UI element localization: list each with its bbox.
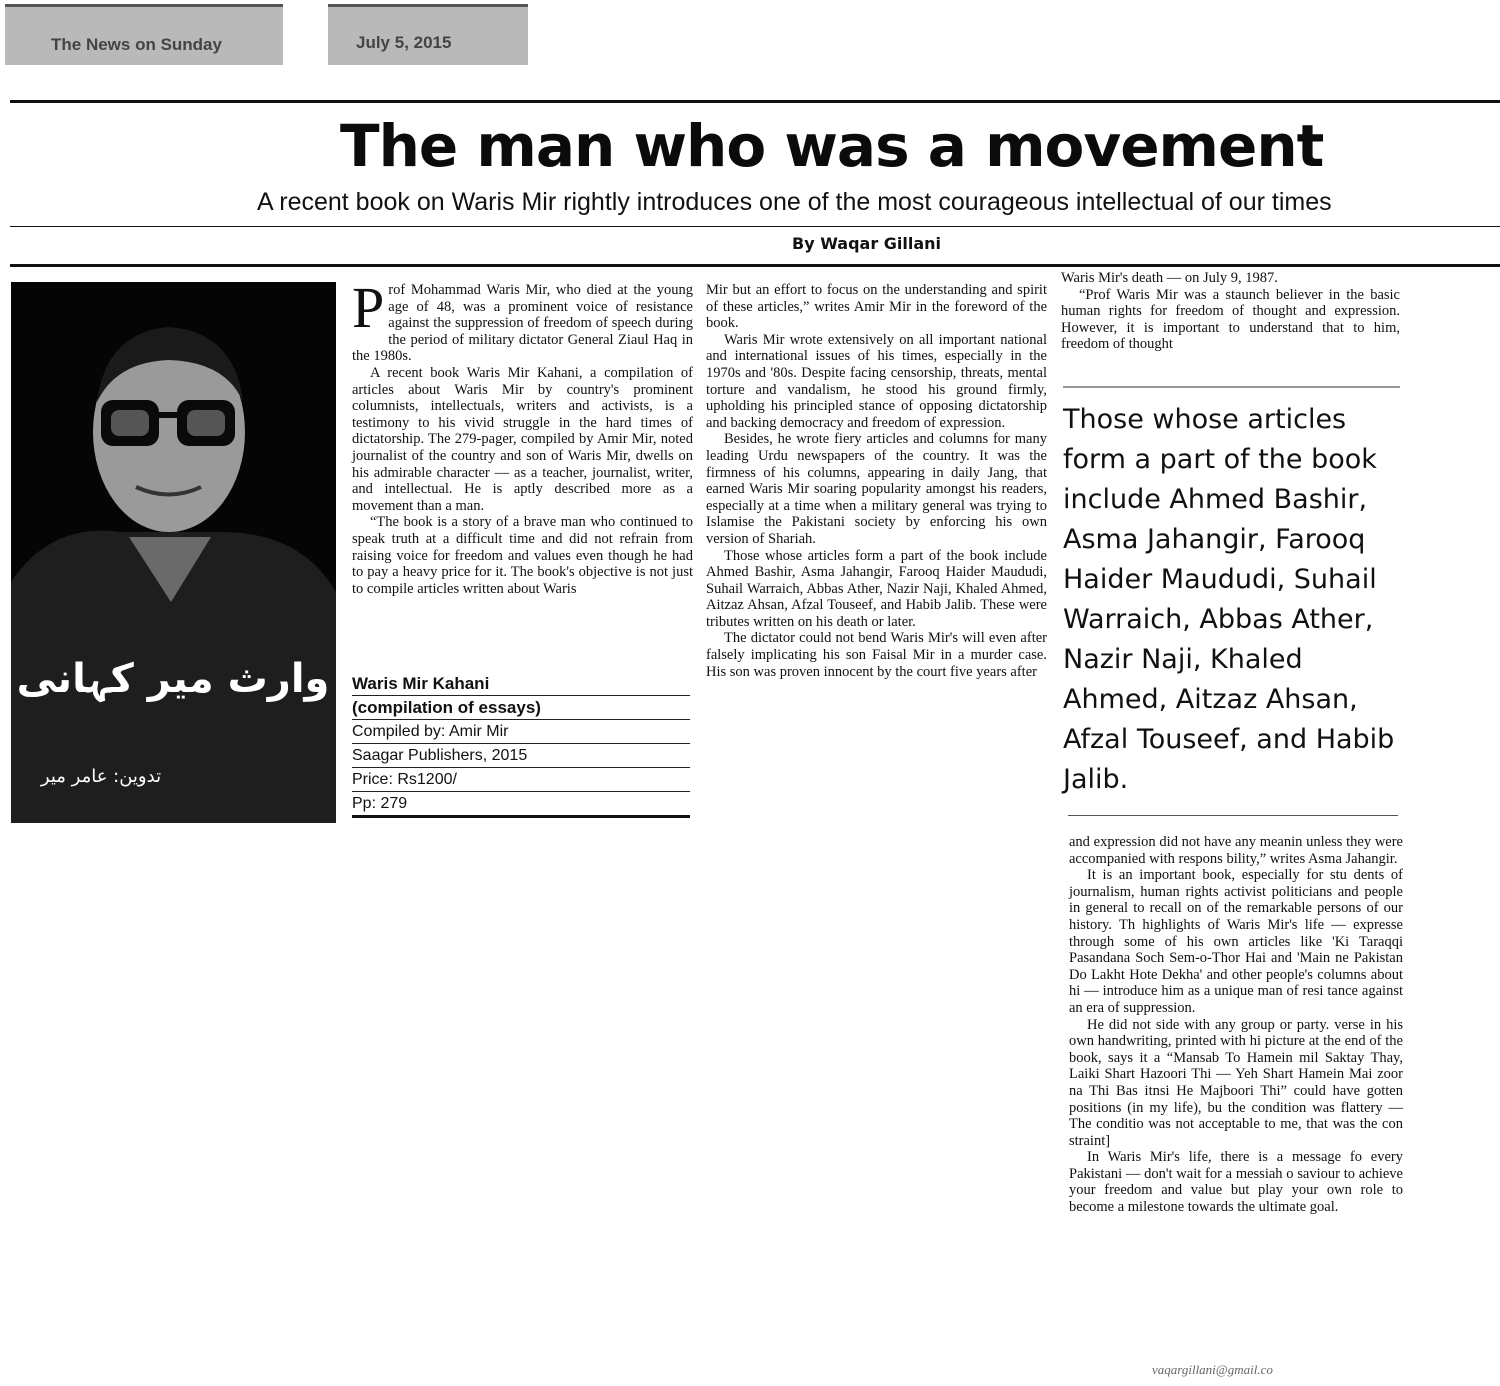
- subheadline: A recent book on Waris Mir rightly introduces one of the most courageous intellectual of our times: [257, 188, 1332, 216]
- paragraph: The dictator could not bend Waris Mir's will even after falsely implicating his son Faisal Mir in a murder case. His son was proven innocent by the court five years after: [706, 630, 1047, 680]
- article-column-3: [1061, 270, 1400, 353]
- paragraph: It is an important book, especially for stu dents of journalism, human rights activist politicians and people in general to recall on of the remarkable persons of our history. Th highlights of Waris Mir's life — expresse through some of his own articles like 'Ki Taraqqi Pasandana Soch Sem-o-Thor Hai and 'Main ne Pakistan Do Lakht Hote Dekha' and other people's columns about hi — introduce him as a unique man of resi tance against an era of suppression.: [1069, 867, 1403, 1016]
- paragraph: In Waris Mir's life, there is a message fo every Pakistani — don't wait for a messiah o saviour to achieve your freedom and value but play your own role to become a milestone towards the ultimate goal.: [1069, 1149, 1403, 1216]
- pullquote-top-rule: [1063, 386, 1400, 388]
- book-title: Waris Mir Kahani: [352, 672, 690, 696]
- article-column-4: [1069, 834, 1403, 1216]
- byline-rule: [10, 264, 1500, 267]
- urdu-title: وارث میر کہانی: [16, 656, 330, 702]
- drop-cap: P: [352, 275, 385, 340]
- paragraph: Mir but an effort to focus on the understanding and spirit of these articles,” writes Amir Mir in the foreword of the book.: [706, 282, 1047, 332]
- paragraph: “The book is a story of a brave man who continued to speak truth at a difficult time and did not refrain from raising voice for freedom and values even though he had to pay a heavy price for it. The book's objective is not just to compile articles written about Waris: [352, 514, 693, 597]
- paragraph: rof Mohammad Waris Mir, who died at the young age of 48, was a prominent voice of resistance against the suppression of freedom of speech during the period of military dictator General Ziaul Haq in the 1980s.: [352, 282, 693, 365]
- paragraph: Waris Mir's death — on July 9, 1987.: [1061, 270, 1278, 286]
- pullquote-bottom-rule: [1068, 815, 1398, 816]
- article-column-1: [352, 275, 693, 597]
- subhead-rule: [10, 226, 1500, 227]
- paragraph: and expression did not have any meanin unless they were accompanied with respons bility,” writes Asma Jahangir.: [1069, 834, 1403, 867]
- book-subtitle: (compilation of essays): [352, 696, 690, 720]
- book-price: Price: Rs1200/: [352, 768, 690, 792]
- author-email: vaqargillani@gmail.co: [1152, 1362, 1273, 1377]
- publication-name: The News on Sunday: [51, 35, 222, 54]
- publication-tag: [5, 4, 283, 65]
- top-rule: [10, 100, 1500, 103]
- paragraph: “Prof Waris Mir was a staunch believer in the basic human rights for freedom of thought and expression. However, it is important to understand that to him, freedom of thought: [1061, 286, 1400, 353]
- book-publisher: Saagar Publishers, 2015: [352, 744, 690, 768]
- publication-date: July 5, 2015: [356, 33, 452, 52]
- pull-quote: Those whose articles form a part of the book include Ahmed Bashir, Asma Jahangir, Farooq Haider Maududi, Suhail Warraich, Abbas Ather, Nazir Naji, Khaled Ahmed, Aitzaz Ahsan, Afzal Touseef, and Habib Jalib.: [1063, 404, 1395, 795]
- byline: By Waqar Gillani: [792, 234, 942, 253]
- book-cover-photo: [11, 282, 336, 823]
- paragraph: Waris Mir wrote extensively on all important national and international issues of his times, especially in the 1970s and '80s. Despite facing censorship, threats, mental torture and vandalism, he stood his ground firmly, upholding his principled stance of opposing dictatorship and backing democracy and freedom of expression.: [706, 331, 1047, 431]
- paragraph: Besides, he wrote fiery articles and columns for many leading Urdu newspapers of the country. It was the firmness of his columns, appearing in daily Jang, that earned Waris Mir soaring popularity amongst his readers, especially at a time when a military general was trying to Islamise the Pakistani society by enforcing his own version of Shariah.: [706, 431, 1047, 547]
- urdu-credit: تدوین: عامر میر: [40, 766, 162, 787]
- book-compiler: Compiled by: Amir Mir: [352, 720, 690, 744]
- headline: The man who was a movement: [340, 112, 1324, 180]
- paragraph: Those whose articles form a part of the book include Ahmed Bashir, Asma Jahangir, Farooq Haider Maududi, Suhail Warraich, Abbas Ather, Nazir Naji, Khaled Ahmed, Aitzaz Ahsan, Afzal Touseef, and Habib Jalib. These were tributes written on his death or later.: [706, 547, 1047, 630]
- book-pages: Pp: 279: [352, 792, 690, 818]
- paragraph: A recent book Waris Mir Kahani, a compilation of articles about Waris Mir by country's prominent columnists, intellectuals, writers and activists, is a testimony to his vivid struggle in the hard times of dictatorship. The 279-pager, compiled by Amir Mir, noted journalist of the country and son of Waris Mir, dwells on his admirable character — as a teacher, journalist, writer, and intellectual. He is aptly described more as a movement than a man.: [352, 364, 693, 514]
- article-column-2: [706, 282, 1047, 680]
- date-tag: [328, 4, 528, 65]
- book-info-box: [352, 672, 690, 818]
- paragraph: He did not side with any group or party. verse in his own handwriting, printed with hi picture at the end of the book, says it a “Mansab To Hamein mil Saktay Thay, Laiki Shart Hazoori Thi — Yeh Shart Hamein Mai zoor na Thi Bas itnsi He Majboori Thi” could have gotten positions (in my life), bu the condition was flattery — The conditio was not acceptable to me, that was the con straint]: [1069, 1016, 1403, 1149]
